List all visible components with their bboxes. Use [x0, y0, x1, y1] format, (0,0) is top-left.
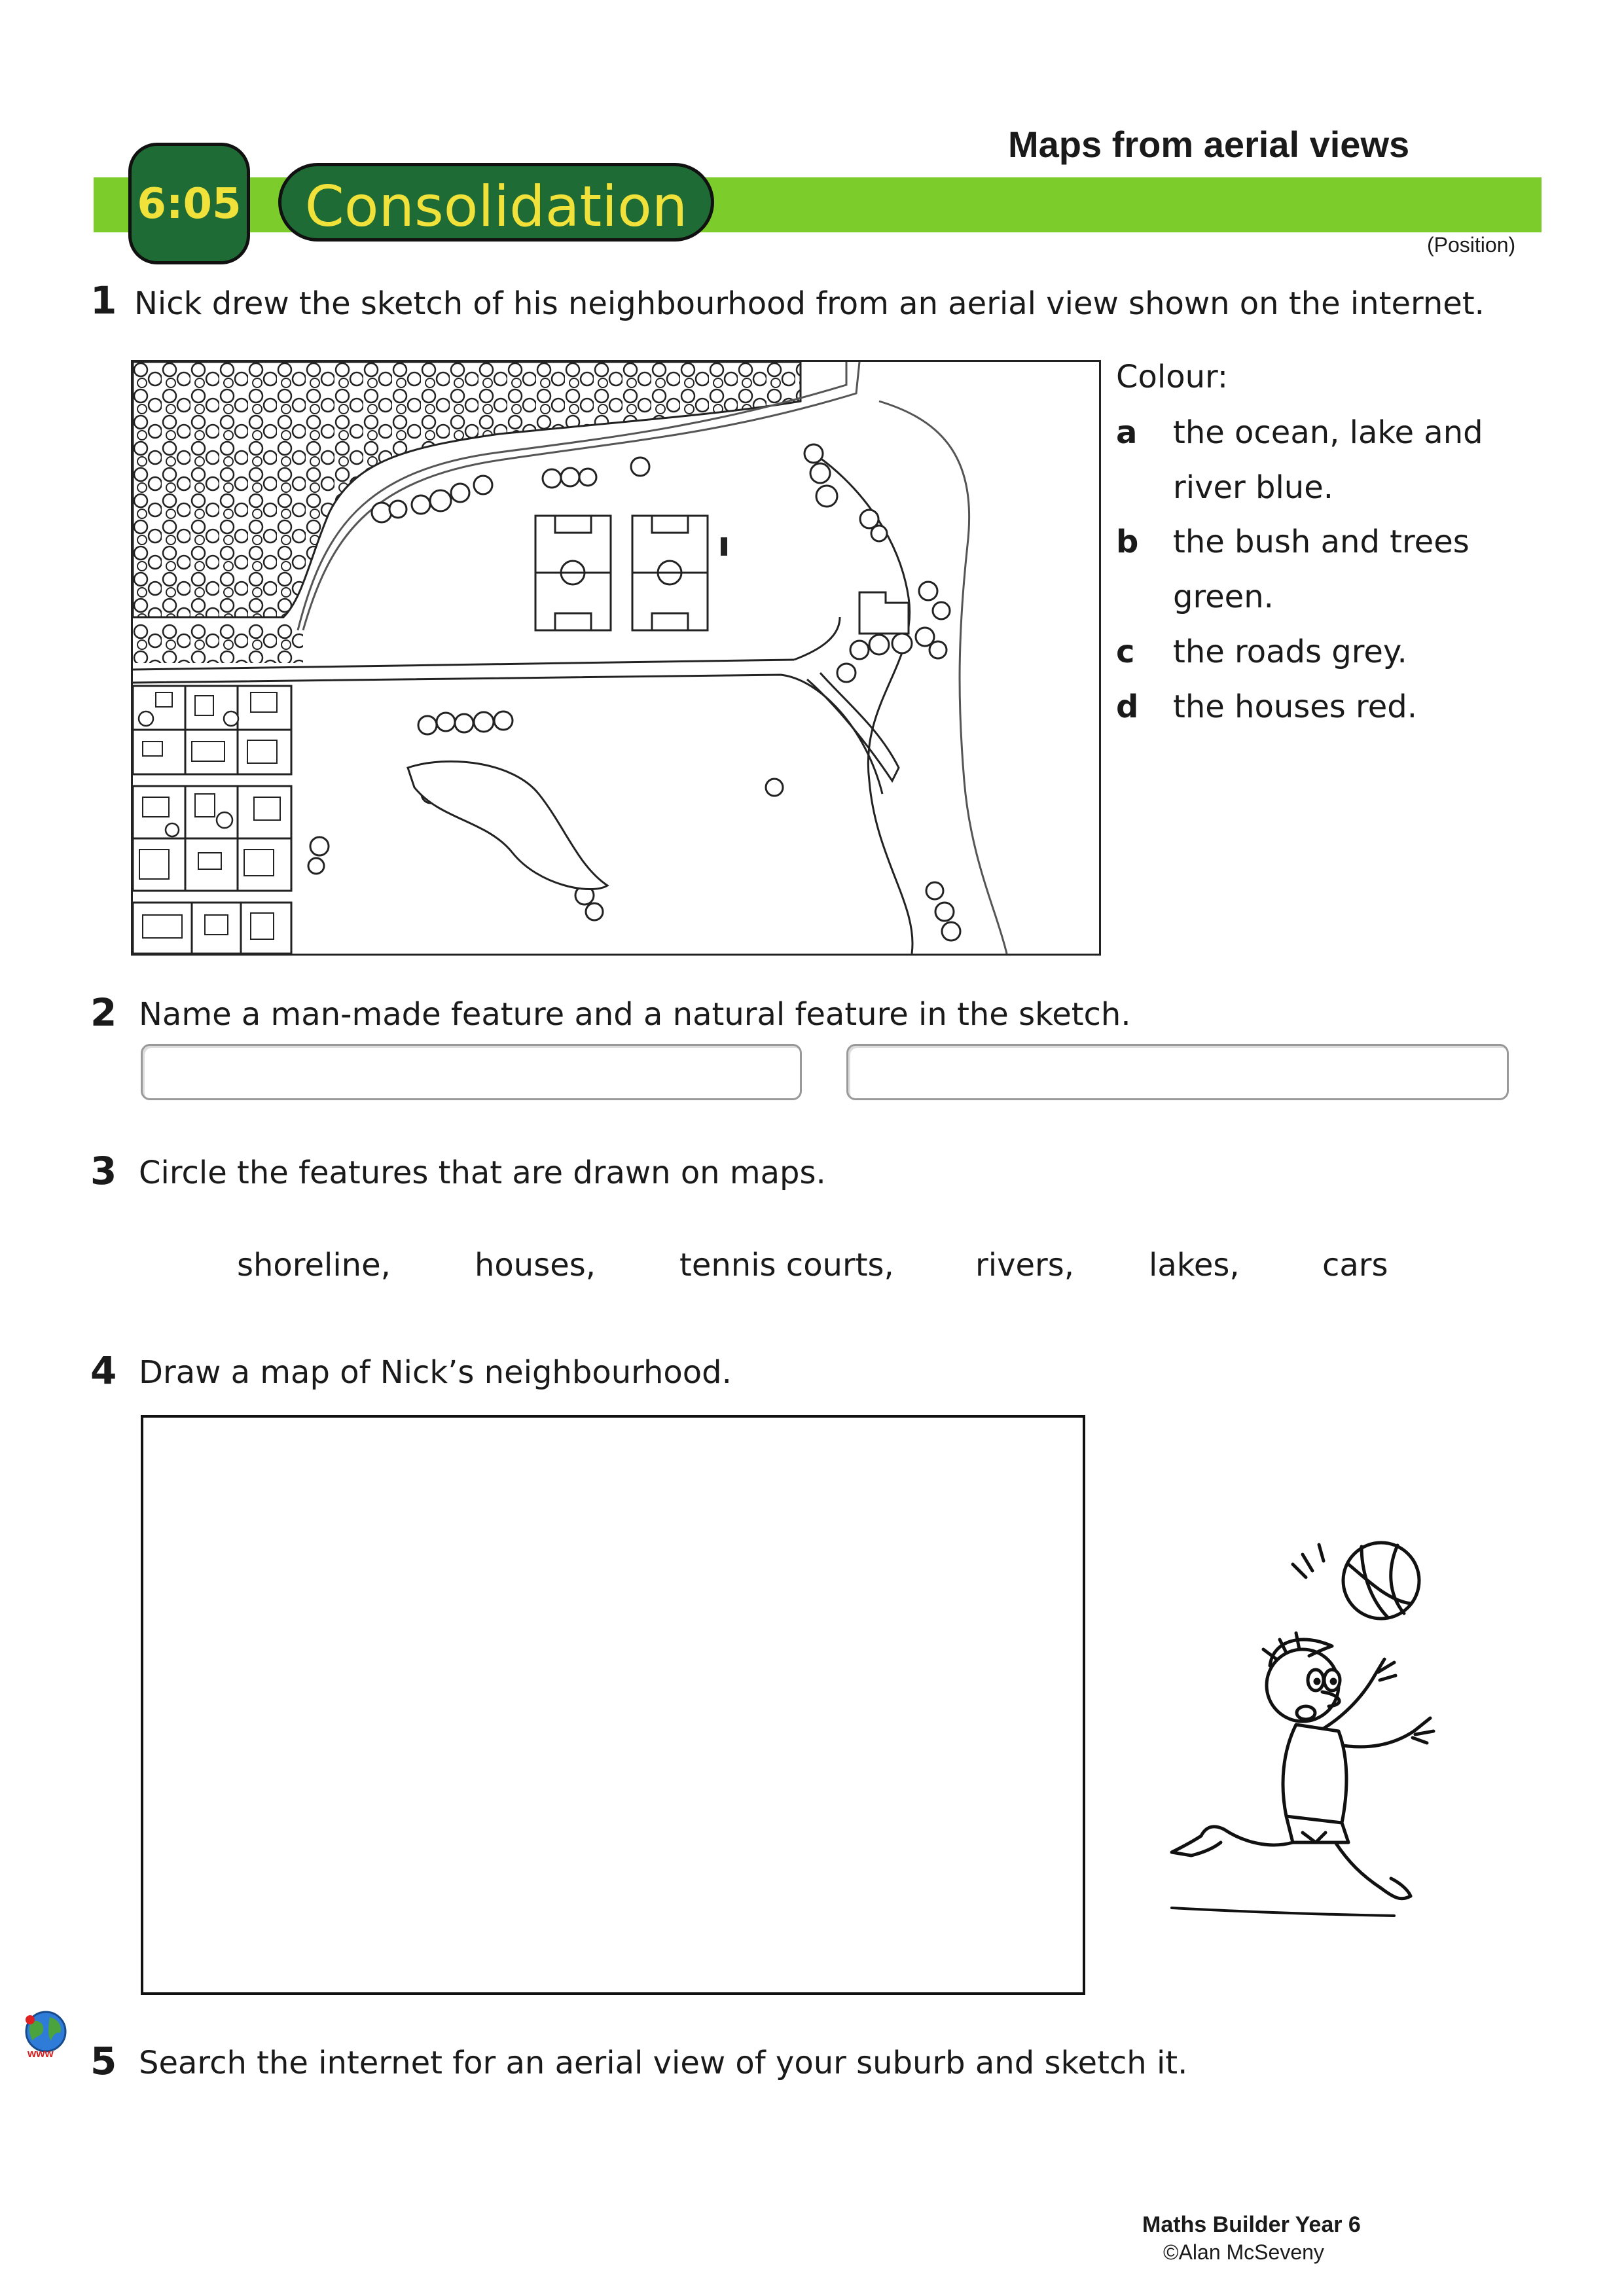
map-drawing-area[interactable] [141, 1415, 1085, 1995]
option-lakes[interactable]: lakes, [1149, 1247, 1240, 1283]
sports-field-2 [632, 516, 708, 630]
q5-number: 5 [90, 2039, 117, 2083]
neighbourhood-sketch-map [131, 360, 1101, 956]
colour-part-b-line1: the bush and trees [1173, 524, 1470, 560]
boy-with-ball-illustration [1152, 1535, 1460, 1928]
river-house [859, 592, 909, 634]
section-title: Consolidation [304, 174, 688, 240]
tree-clusters [308, 444, 960, 941]
section-title-badge [278, 163, 714, 242]
q3-text: Circle the features that are drawn on maps. [139, 1155, 826, 1191]
q2-number: 2 [90, 990, 117, 1035]
tree-strip [133, 624, 303, 663]
footer-copyright: ©Alan McSeveny [1163, 2240, 1324, 2264]
side-road [794, 617, 840, 660]
option-cars[interactable]: cars [1322, 1247, 1388, 1283]
colour-part-c-letter: c [1116, 634, 1135, 670]
option-rivers[interactable]: rivers, [975, 1247, 1075, 1283]
www-label: www [27, 2047, 54, 2060]
man-made-feature-answer[interactable] [141, 1044, 802, 1100]
sports-field-1 [535, 516, 611, 630]
q5-text: Search the internet for an aerial view of your suburb and sketch it. [139, 2045, 1188, 2081]
river-bank-east [879, 401, 1007, 954]
colour-part-a-line1: the ocean, lake and [1173, 414, 1483, 451]
q4-number: 4 [90, 1348, 117, 1393]
globe-www-icon [18, 2009, 72, 2062]
colour-part-b-letter: b [1116, 524, 1139, 560]
section-code: 6:05 [137, 180, 242, 228]
option-houses[interactable]: houses, [475, 1247, 596, 1283]
section-code-badge [128, 143, 250, 264]
q1-number: 1 [90, 278, 117, 323]
colour-part-d-line1: the houses red. [1173, 689, 1417, 725]
footer-book-title: Maths Builder Year 6 [1142, 2212, 1361, 2237]
colour-part-a-line2: river blue. [1173, 469, 1334, 506]
colour-part-b-line2: green. [1173, 579, 1274, 615]
colour-heading: Colour: [1116, 359, 1229, 395]
option-shoreline[interactable]: shoreline, [237, 1247, 391, 1283]
river-bank-west [814, 454, 912, 954]
q3-number: 3 [90, 1149, 117, 1193]
driveway [807, 673, 899, 781]
natural-feature-answer[interactable] [846, 1044, 1509, 1100]
strand-label: (Position) [1427, 233, 1516, 257]
option-tennis-courts[interactable]: tennis courts, [679, 1247, 894, 1283]
colour-part-d-letter: d [1116, 689, 1139, 725]
q1-text: Nick drew the sketch of his neighbourhood from an aerial view shown on the internet. [134, 285, 1485, 322]
q4-text: Draw a map of Nick’s neighbourhood. [139, 1354, 732, 1391]
topic-heading: Maps from aerial views [1008, 124, 1410, 165]
colour-part-c-line1: the roads grey. [1173, 634, 1407, 670]
small-building [721, 537, 727, 556]
q2-text: Name a man-made feature and a natural feature in the sketch. [139, 996, 1131, 1033]
lake [408, 761, 607, 889]
colour-part-a-letter: a [1116, 414, 1138, 451]
